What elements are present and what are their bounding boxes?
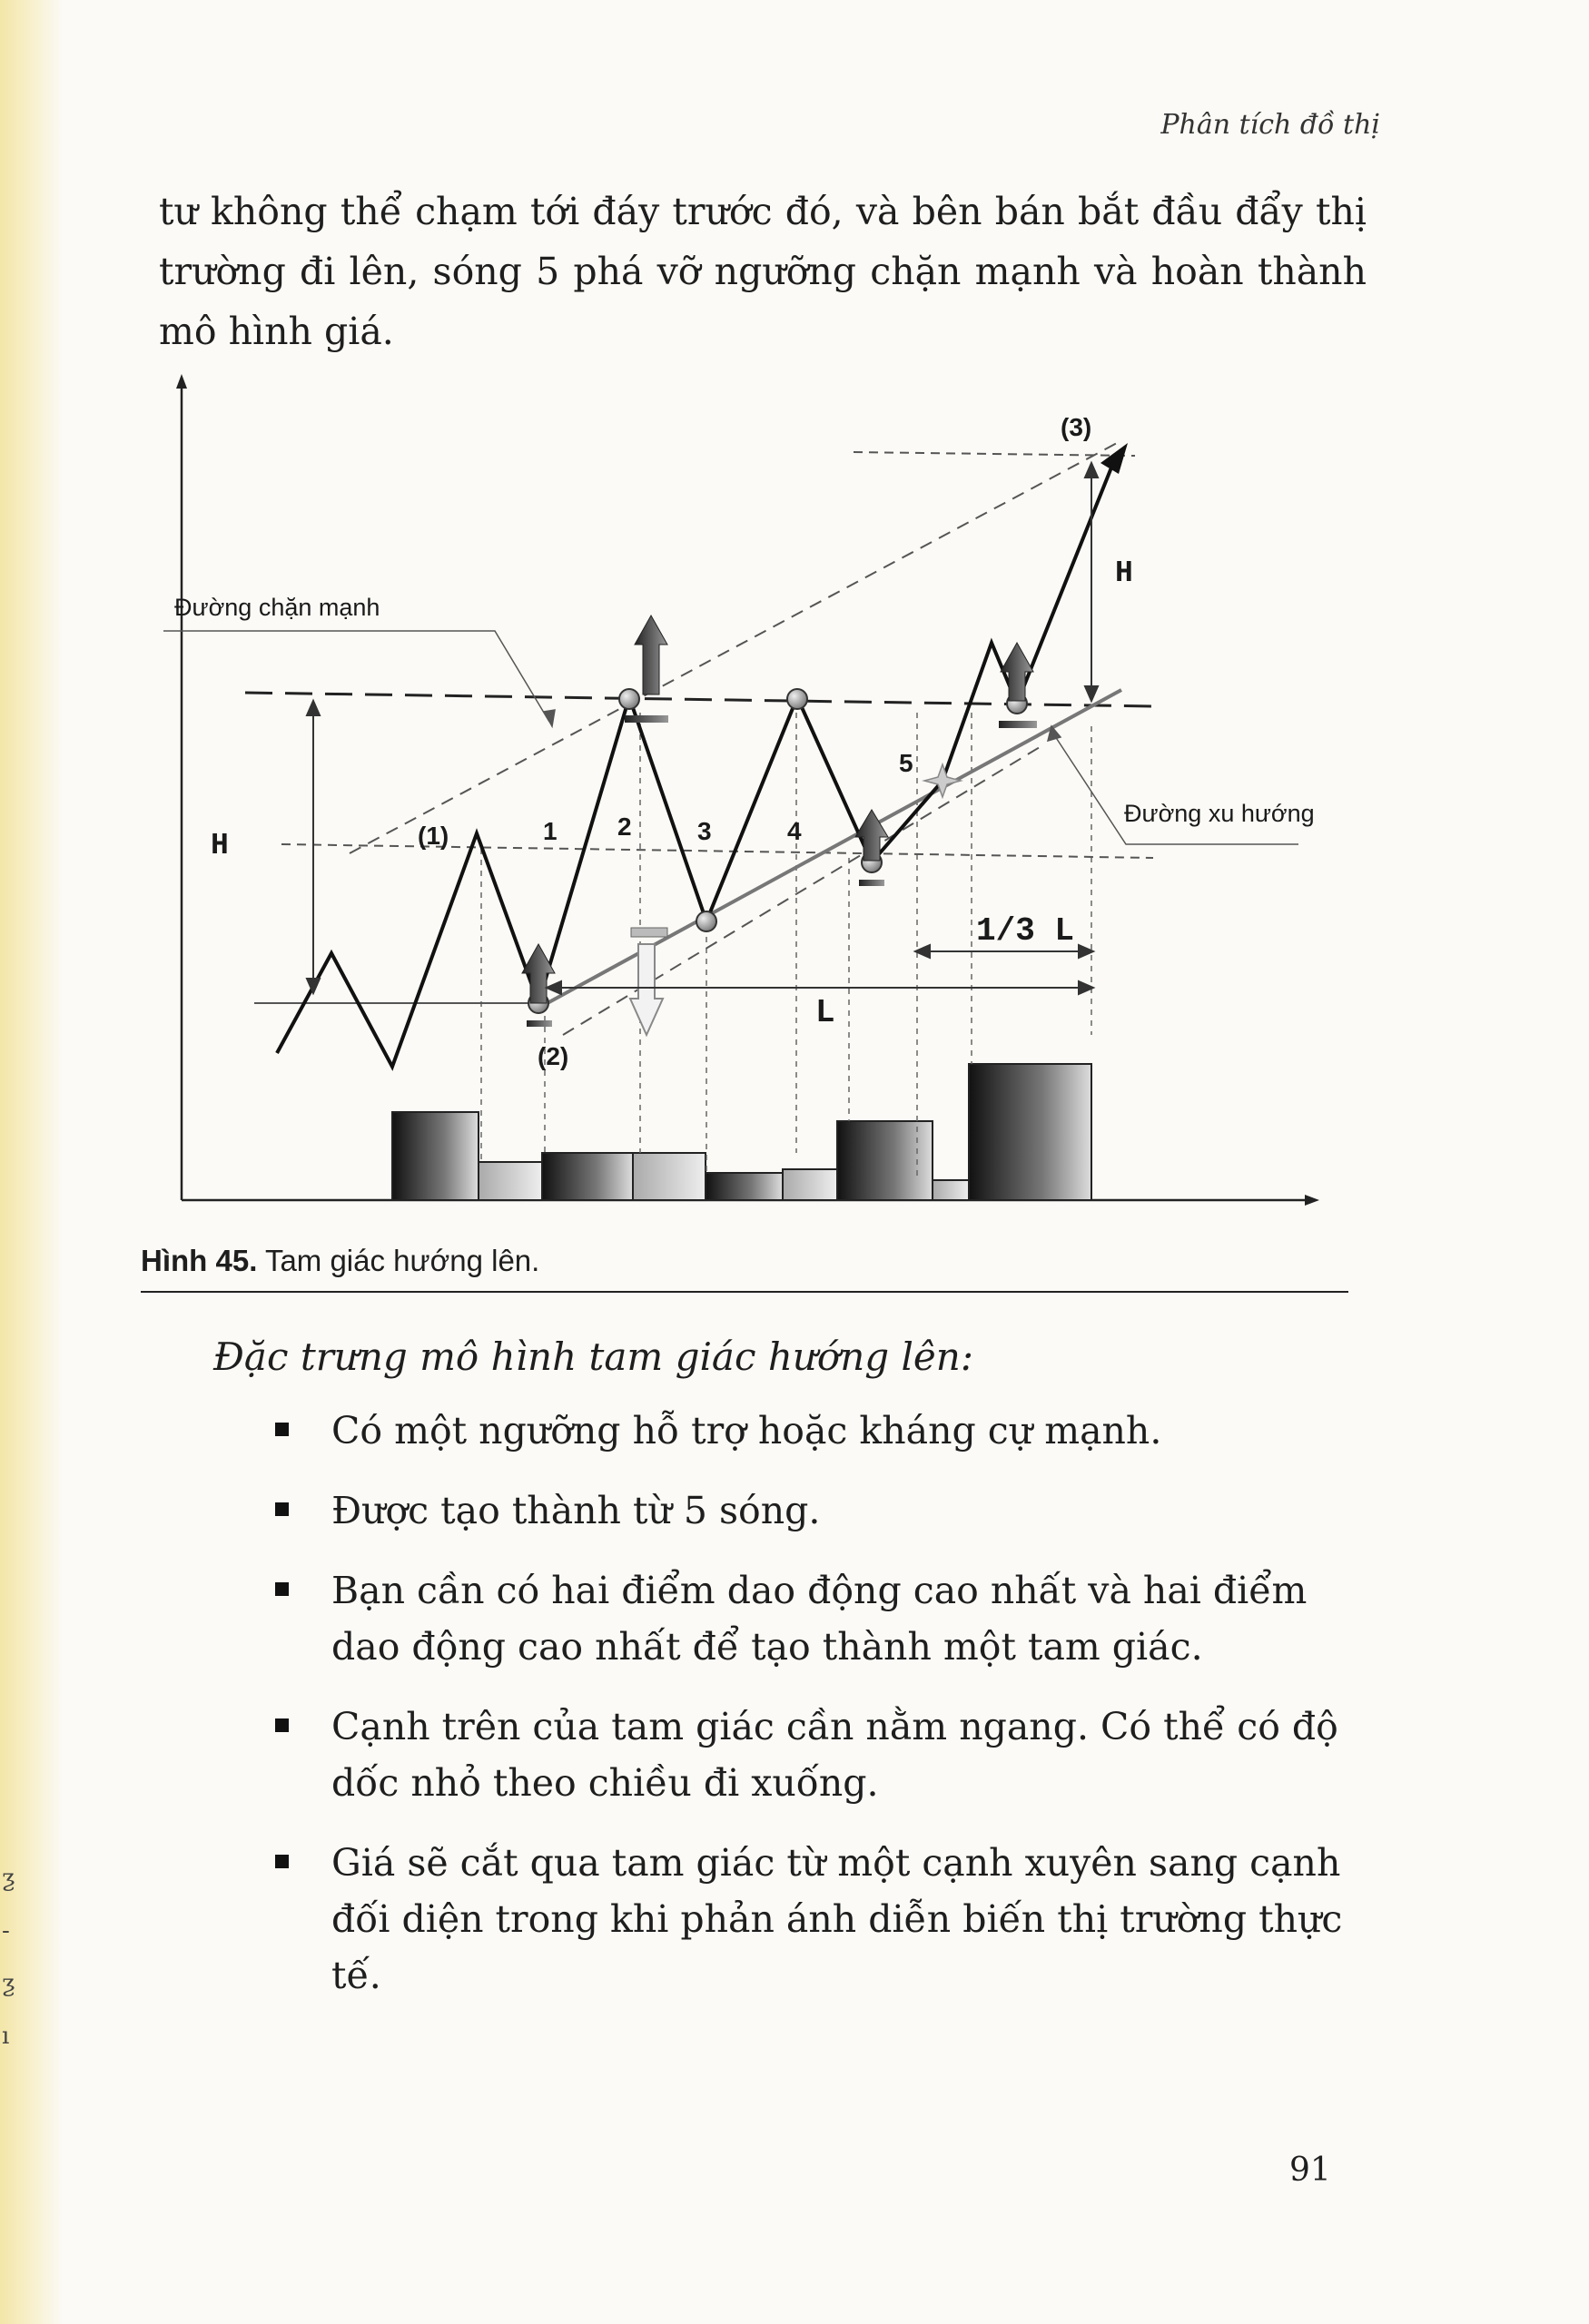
breakout-arrowhead: [1100, 443, 1128, 474]
bullet-square-icon: [275, 1855, 289, 1868]
list-item-text: Bạn cần có hai điểm dao động cao nhất và hai điểm dao động cao nhất để tạo thành một tam giác.: [331, 1569, 1308, 1669]
list-item-text: Cạnh trên của tam giác cần nằm ngang. Có thể có độ dốc nhỏ theo chiều đi xuống.: [331, 1705, 1338, 1805]
point-2-label: (2): [538, 1042, 569, 1070]
h-label-left: H: [211, 829, 229, 862]
list-item-text: Có một ngưỡng hỗ trợ hoặc kháng cự mạnh.: [331, 1409, 1162, 1452]
wave-3-label: 3: [697, 817, 712, 845]
small-markers: [527, 715, 1037, 1027]
point-1-label: (1): [418, 822, 449, 850]
figure-ascending-triangle: [136, 363, 1371, 1235]
margin-mark: ı: [2, 2023, 10, 2050]
list-item: [268, 1835, 1357, 2004]
figure-caption: [141, 1244, 1348, 1293]
list-item: [268, 1699, 1357, 1811]
height-measure-right: [1085, 463, 1098, 701]
triangle-diagram: [136, 363, 1371, 1235]
list-item: [268, 1562, 1357, 1675]
l-label: L: [815, 994, 835, 1031]
margin-mark: ƺ: [2, 1970, 15, 1997]
list-item-text: Được tạo thành từ 5 sóng.: [331, 1489, 821, 1532]
trend-label: Đường xu hướng: [1124, 800, 1315, 827]
page-number: 91: [1289, 2152, 1331, 2189]
running-head: Phân tích đồ thị: [1160, 109, 1380, 141]
caption-prefix: Hình 45.: [141, 1244, 258, 1277]
wave-4-label: 4: [787, 817, 802, 845]
margin-marks: [2, 1852, 15, 2063]
wave-1-label: 1: [543, 817, 558, 845]
thick-arrows: [522, 615, 1033, 1035]
bullet-square-icon: [275, 1423, 289, 1436]
length-measure: [547, 981, 1093, 994]
body-paragraph: tư không thể chạm tới đáy trước đó, và bên bán bắt đầu đẩy thị trường đi lên, sóng 5 phá vỡ ngưỡng chặn mạnh và hoàn thành mô hình giá.: [159, 190, 1367, 353]
wave-5-label: 5: [899, 749, 913, 777]
h-label-right: H: [1115, 556, 1133, 590]
axes: [176, 374, 1319, 1206]
list-item: [268, 1403, 1357, 1459]
margin-mark: -: [2, 1917, 10, 1945]
third-l-label: 1/3 L: [976, 912, 1075, 950]
point-3-label: (3): [1061, 413, 1092, 441]
bullet-square-icon: [275, 1582, 289, 1596]
section-subheading: Đặc trưng mô hình tam giác hướng lên:: [213, 1334, 973, 1379]
breakout-star-icon: [924, 764, 961, 797]
caption-text: Tam giác hướng lên.: [264, 1244, 540, 1277]
bullet-square-icon: [275, 1502, 289, 1516]
volume-bars: [392, 1064, 1091, 1200]
list-item: [268, 1482, 1357, 1539]
resistance-label: Đường chặn mạnh: [174, 594, 380, 621]
list-item-text: Giá sẽ cắt qua tam giác từ một cạnh xuyên sang cạnh đối diện trong khi phản ánh diễn biến thị trường thực tế.: [331, 1841, 1343, 1997]
pivot-points: [528, 689, 1027, 1013]
margin-mark: ƺ: [2, 1865, 15, 1892]
height-measure-left: [307, 701, 320, 993]
bullet-square-icon: [275, 1718, 289, 1732]
wave-2-label: 2: [617, 812, 632, 841]
characteristics-list: [268, 1403, 1357, 2027]
